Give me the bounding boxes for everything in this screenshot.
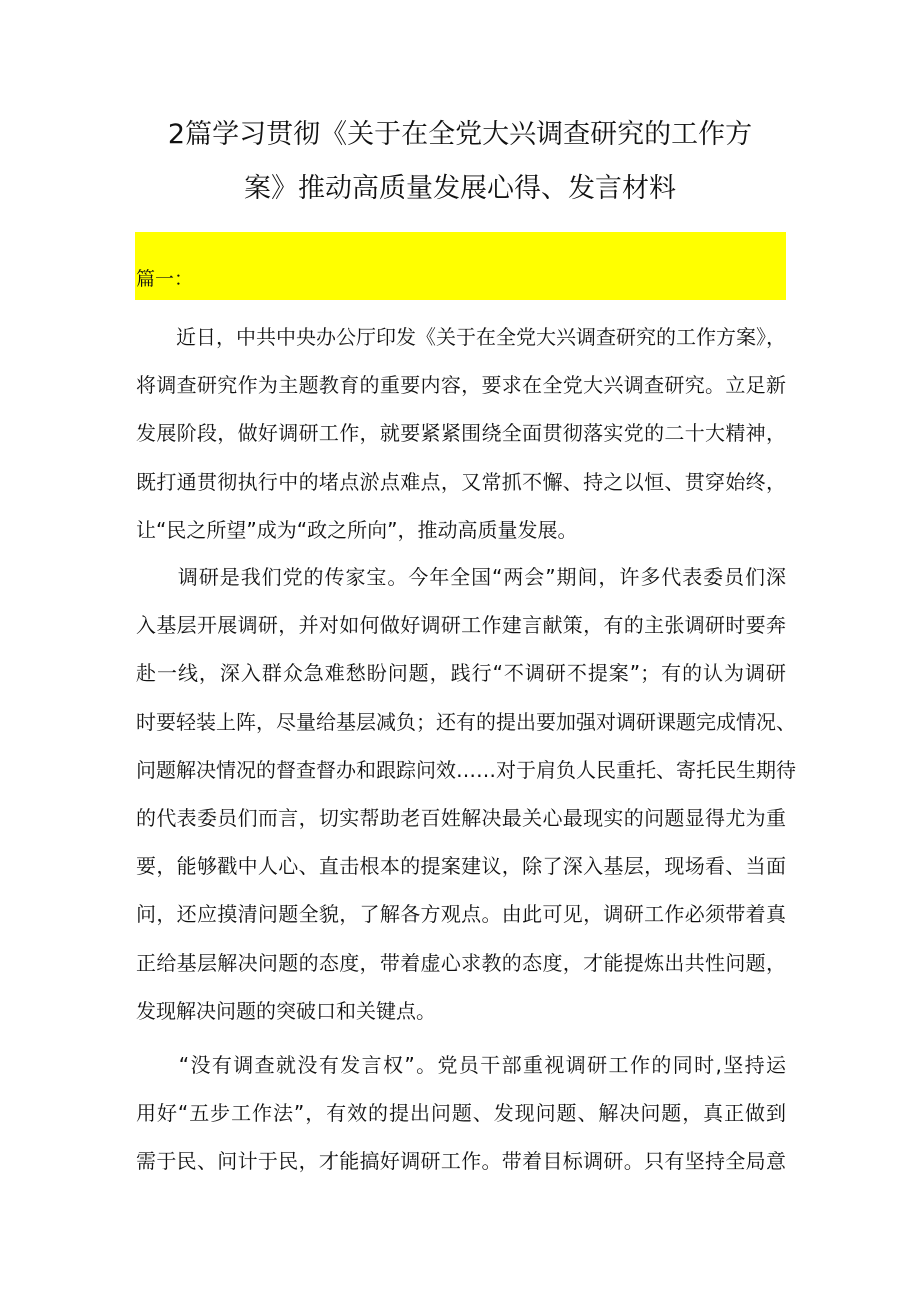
paragraph-line: 近日，中共中央办公厅印发《关于在全党大兴调查研究的工作方案》， <box>136 325 786 349</box>
paragraph-line: 要，能够戳中人心、直击根本的提案建议，除了深入基层，现场看、当面 <box>136 854 786 879</box>
paragraph-line: 既打通贯彻执行中的堵点淤点难点，又常抓不懈、持之以恒、贯穿始终， <box>136 469 786 494</box>
highlighted-section-band <box>135 232 786 300</box>
paragraph-line: 正给基层解决问题的态度，带着虚心求教的态度，才能提炼出共性问题， <box>136 950 786 975</box>
paragraph-line: 需于民、问计于民，才能搞好调研工作。带着目标调研。只有坚持全局意 <box>136 1149 786 1174</box>
paragraph-line: 时要轻装上阵，尽量给基层减负；还有的提出要加强对调研课题完成情况、 <box>136 709 796 734</box>
paragraph-line: 让“民之所望”成为“政之所向”，推动高质量发展。 <box>136 517 578 542</box>
paragraph-line: 问，还应摸清问题全貌，了解各方观点。由此可见，调研工作必须带着真 <box>136 902 786 927</box>
paragraph-line: 赴一线，深入群众急难愁盼问题，践行“不调研不提案”；有的认为调研 <box>136 661 786 686</box>
document-title <box>140 108 780 216</box>
paragraph-1 <box>136 313 786 554</box>
paragraph-3 <box>136 1041 786 1186</box>
paragraph-line: 调研是我们党的传家宝。今年全国“两会”期间，许多代表委员们深 <box>136 565 786 589</box>
paragraph-line: “没有调查就没有发言权”。党员干部重视调研工作的同时,坚持运 <box>136 1053 786 1077</box>
paragraph-line: 发展阶段，做好调研工作，就要紧紧围绕全面贯彻落实党的二十大精神， <box>136 421 786 446</box>
paragraph-line: 的代表委员们而言，切实帮助老百姓解决最关心最现实的问题显得尤为重 <box>136 805 786 830</box>
paragraph-line: 入基层开展调研，并对如何做好调研工作建言献策，有的主张调研时要奔 <box>136 613 786 638</box>
paragraph-2 <box>136 553 796 1035</box>
section-label: 篇一： <box>136 268 194 290</box>
title-line: 2篇学习贯彻《关于在全党大兴调查研究的工作方 <box>167 119 753 150</box>
paragraph-line: 将调查研究作为主题教育的重要内容，要求在全党大兴调查研究。立足新 <box>136 373 786 398</box>
title-line: 案》推动高质量发展心得、发言材料 <box>244 173 676 204</box>
paragraph-line: 问题解决情况的督查督办和跟踪问效……对于肩负人民重托、寄托民生期待 <box>136 757 796 782</box>
paragraph-line: 发现解决问题的突破口和关键点。 <box>136 998 436 1023</box>
paragraph-line: 用好“五步工作法”，有效的提出问题、发现问题、解决问题，真正做到 <box>136 1101 786 1126</box>
